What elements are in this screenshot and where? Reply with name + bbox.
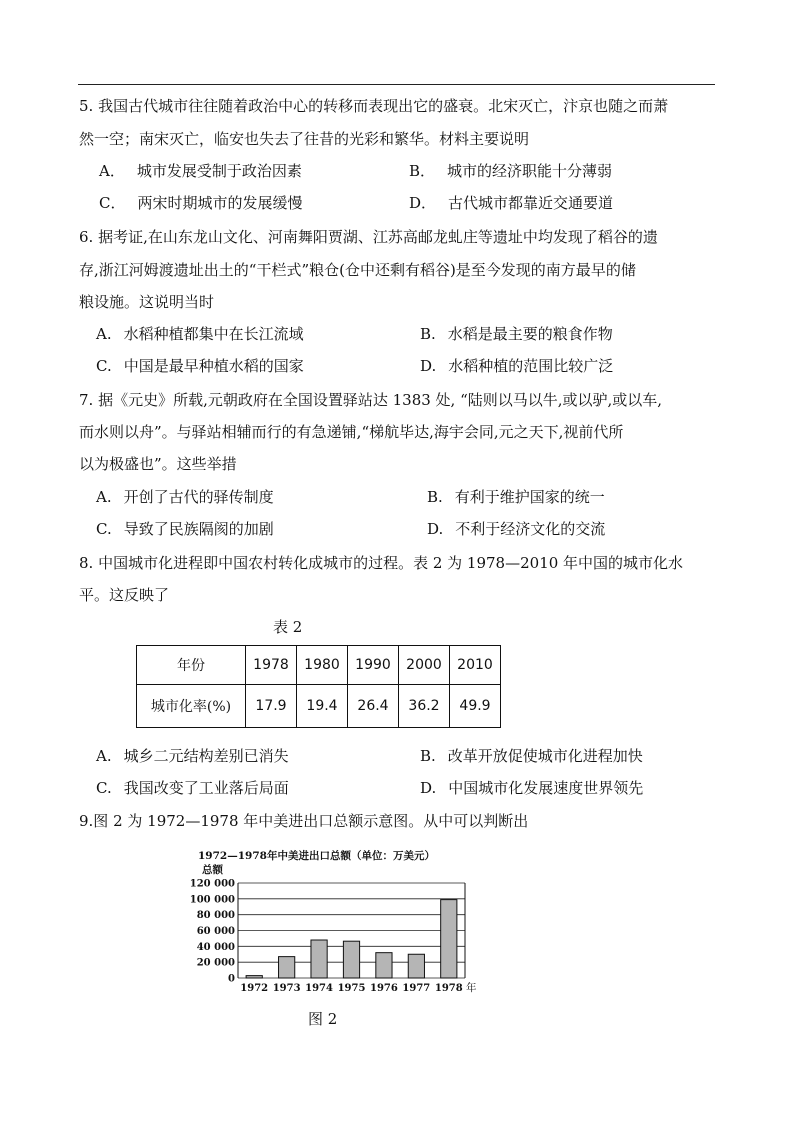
q8-option-d[interactable] — [420, 778, 643, 798]
option-key: A. — [96, 747, 112, 765]
table-year-cell: 1980 — [297, 646, 348, 685]
urbanization-table — [136, 645, 501, 728]
table-caption: 表 2 — [273, 618, 303, 636]
q6-option-d[interactable] — [420, 356, 613, 376]
option-text: 导致了民族隔阂的加剧 — [123, 520, 274, 538]
option-text: 开创了古代的驿传制度 — [123, 488, 274, 506]
x-tick-label: 1975 — [337, 983, 366, 994]
bar-1976 — [376, 953, 392, 978]
q7-option-b[interactable] — [427, 487, 605, 507]
x-tick-label: 1972 — [240, 983, 269, 994]
y-tick-label: 40 000 — [196, 941, 235, 953]
table-rate-cell: 26.4 — [348, 685, 399, 728]
bar-1975 — [343, 941, 359, 978]
option-key: C. — [96, 779, 112, 797]
q8-option-a[interactable] — [96, 746, 289, 766]
x-tick-label: 1976 — [370, 983, 398, 994]
option-key: C. — [96, 520, 112, 538]
y-tick-label: 0 — [228, 973, 235, 985]
table-year-cell: 1990 — [348, 646, 399, 685]
table-year-cell: 1978 — [246, 646, 297, 685]
q5-option-c[interactable] — [99, 193, 303, 213]
table-year-cell: 2010 — [450, 646, 501, 685]
option-key: D. — [420, 357, 437, 375]
table-row-label: 城市化率(%) — [137, 685, 246, 728]
q6-option-a[interactable] — [96, 324, 304, 344]
bar-1977 — [408, 954, 424, 978]
x-tick-label: 1974 — [305, 983, 333, 994]
bar-1974 — [311, 940, 327, 978]
table-row — [137, 685, 501, 728]
q7-stem-line3: 以为极盛也”。这些举措 — [79, 455, 237, 473]
option-text: 不利于经济文化的交流 — [455, 520, 606, 538]
q8-stem-line1: 8. 中国城市化进程即中国农村转化成城市的过程。表 2 为 1978—2010 年中国的城市化水 — [79, 554, 684, 572]
q5-option-a[interactable] — [99, 161, 302, 181]
q6-stem-line3: 粮设施。这说明当时 — [79, 293, 215, 311]
option-text: 有利于维护国家的统一 — [454, 488, 605, 506]
bar-1972 — [246, 976, 262, 978]
bar-1978 — [441, 900, 457, 978]
table-rate-cell: 49.9 — [450, 685, 501, 728]
option-text: 中国城市化发展速度世界领先 — [448, 779, 644, 797]
option-text: 中国是最早种植水稻的国家 — [123, 357, 304, 375]
x-tick-label: 1973 — [272, 983, 301, 994]
header-rule — [78, 84, 715, 85]
option-text: 水稻种植的范围比较广泛 — [448, 357, 614, 375]
option-key: B. — [420, 747, 436, 765]
figure-caption: 图 2 — [308, 1010, 338, 1028]
option-key: D. — [420, 779, 437, 797]
option-key: A． — [99, 162, 125, 180]
option-key: D． — [409, 194, 437, 212]
option-text: 改革开放促使城市化进程加快 — [447, 747, 643, 765]
option-text: 城乡二元结构差别已消失 — [123, 747, 289, 765]
bar-1973 — [279, 957, 295, 978]
q8-option-b[interactable] — [420, 746, 643, 766]
q5-stem-line1: 5. 我国古代城市往往随着政治中心的转移而表现出它的盛衰。北宋灭亡，汴京也随之而萧 — [79, 97, 669, 115]
q6-stem-line1: 6. 据考证,在山东龙山文化、河南舞阳贾湖、江苏高邮龙虬庄等遗址中均发现了稻谷的遗 — [79, 228, 658, 246]
y-tick-label: 60 000 — [196, 926, 235, 937]
q7-stem-line1: 7. 据《元史》所载,元朝政府在全国设置驿站达 1383 处, “陆则以马以牛,或以驴,或以车, — [79, 391, 663, 409]
option-key: B． — [409, 162, 436, 180]
q9-stem-line1: 9.图 2 为 1972—1978 年中美进出口总额示意图。从中可以判断出 — [79, 812, 529, 830]
table-header-label: 年份 — [137, 646, 246, 685]
x-tick-label: 1978 — [434, 983, 463, 994]
option-text: 两宋时期城市的发展缓慢 — [137, 194, 303, 212]
option-text: 水稻种植都集中在长江流域 — [123, 325, 304, 343]
option-key: D. — [427, 520, 444, 538]
table-rate-cell: 36.2 — [399, 685, 450, 728]
table-year-cell: 2000 — [399, 646, 450, 685]
option-key: C. — [96, 357, 112, 375]
q8-option-c[interactable] — [96, 778, 289, 798]
option-key: C． — [99, 194, 126, 212]
q8-stem-line2: 平。这反映了 — [79, 586, 170, 604]
option-text: 城市发展受制于政治因素 — [136, 162, 302, 180]
option-text: 古代城市都靠近交通要道 — [448, 194, 614, 212]
q5-stem-line2: 然一空；南宋灭亡，临安也失去了往昔的光彩和繁华。材料主要说明 — [79, 130, 530, 148]
y-tick-label: 120 000 — [190, 878, 235, 890]
option-text: 我国改变了工业落后局面 — [123, 779, 289, 797]
q7-option-a[interactable] — [96, 487, 274, 507]
q5-option-d[interactable] — [409, 193, 613, 213]
option-text: 水稻是最主要的粮食作物 — [447, 325, 613, 343]
y-tick-label: 20 000 — [196, 957, 235, 969]
table-rate-cell: 17.9 — [246, 685, 297, 728]
q7-stem-line2: 而水则以舟”。与驿站相辅而行的有急递铺,“梯航毕达,海宇会同,元之天下,视前代所 — [79, 423, 624, 441]
table-rate-cell: 19.4 — [297, 685, 348, 728]
q7-option-c[interactable] — [96, 519, 274, 539]
q6-stem-line2: 存,浙江河姆渡遗址出土的“干栏式”粮仓(仓中还剩有稻谷)是至今发现的南方最早的储 — [79, 261, 636, 279]
table-header-row — [137, 646, 501, 685]
x-tick-label: 1977 — [402, 983, 431, 994]
trade-bar-chart — [190, 845, 490, 995]
option-key: A. — [96, 325, 112, 343]
y-tick-label: 80 000 — [196, 910, 235, 922]
q5-option-b[interactable] — [409, 161, 612, 181]
x-axis-unit: 年 — [466, 982, 477, 994]
option-key: A. — [96, 488, 112, 506]
y-tick-label: 100 000 — [190, 894, 235, 906]
q6-option-c[interactable] — [96, 356, 304, 376]
option-key: B. — [420, 325, 436, 343]
q6-option-b[interactable] — [420, 324, 613, 344]
option-key: B. — [427, 488, 443, 506]
option-text: 城市的经济职能十分薄弱 — [447, 162, 613, 180]
chart-title: 1972—1978年中美进出口总额（单位：万美元） — [198, 850, 435, 862]
y-axis-label: 总额 — [202, 864, 223, 876]
q7-option-d[interactable] — [427, 519, 605, 539]
